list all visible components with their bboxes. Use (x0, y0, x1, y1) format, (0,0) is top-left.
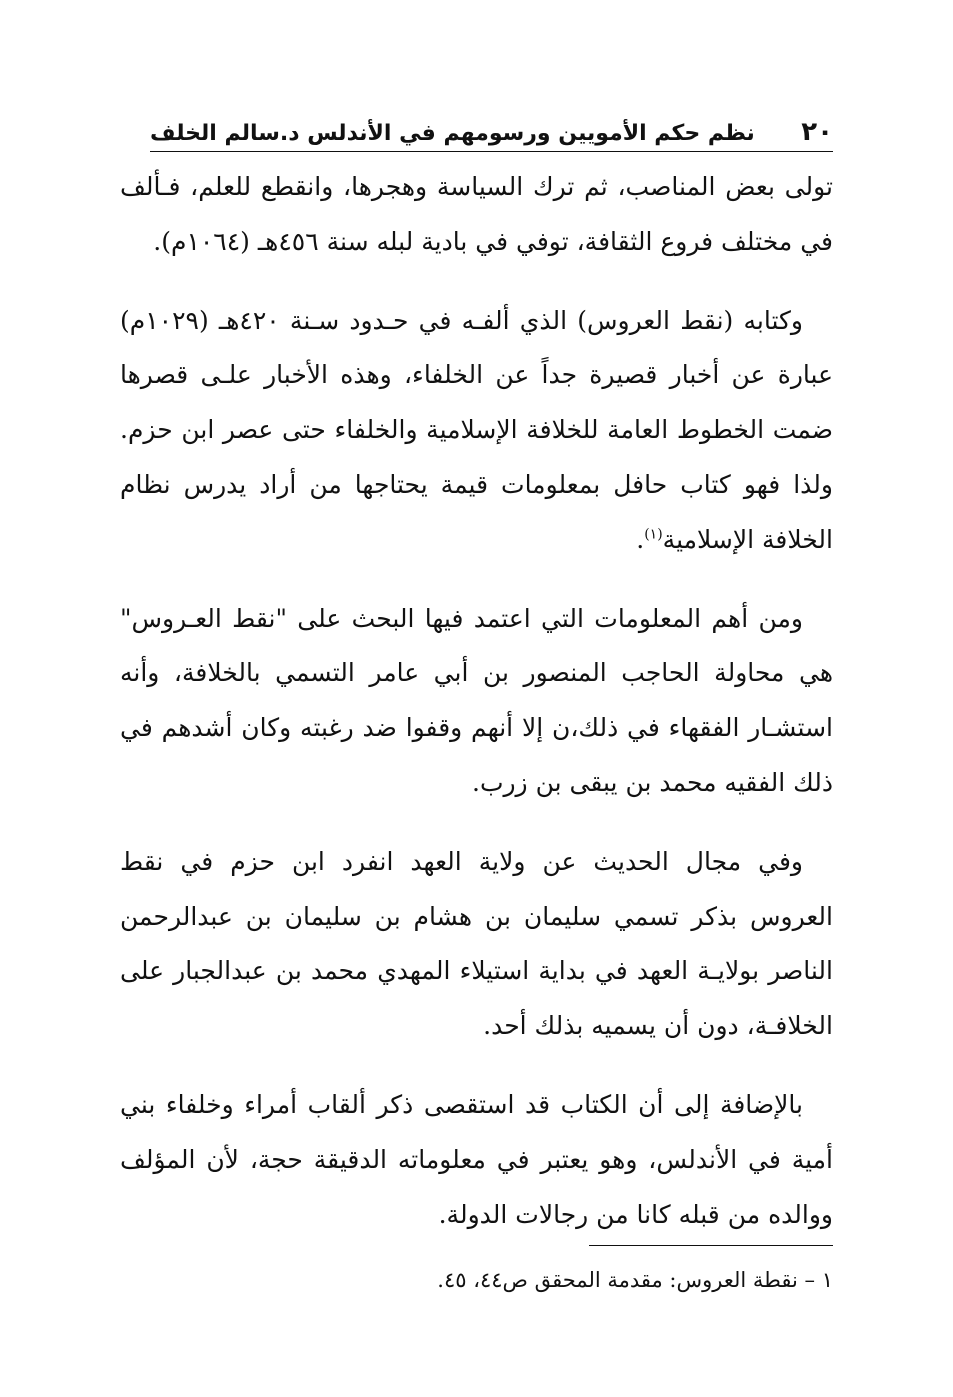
footnote-1: ١ – نقطة العروس: مقدمة المحقق ص٤٤، ٤٥. (437, 1268, 833, 1292)
paragraph-2-text: وكتابه (نقط العروس) الذي ألفـه في حـدود سـنة ٤٢٠هـ (١٠٢٩م) عبارة عن أخبار قصيرة جداً عن الخلفاء، وهذه الأخبار علـى قصرها ضمت الخطوط العامة للخلافة الإسلامية والخلفاء حتى عصر ابن حزم. ولذا فهو كتاب حافل بمعلومات قيمة يحتاجها من أراد يدرس نظام الخلافة الإسلامية (120, 305, 834, 554)
paragraph-4: وفي مجال الحديث عن ولاية العهد انفرد ابن حزم في نقط العروس بذكر تسمي سليمان بن هشام بن سليمان بن عبدالرحمن الناصر بولايـة العهد في بداية استيلاء المهدي محمد بن عبدالجبار على الخلافـة، دون أن يسميه بذلك أحد. (120, 846, 833, 1041)
paragraph-2-end: . (636, 524, 645, 554)
paragraph-5: بالإضافة إلى أن الكتاب قد استقصى ذكر ألقاب أمراء وخلفاء بني أمية في الأندلس، وهو يعتبر في معلوماته الدقيقة حجة، لأن المؤلف ووالده من قبله كانا من رجالات الدولة. (120, 1089, 833, 1229)
header-title: نظم حكم الأمويين ورسومهم في الأندلس د.سالم الخلف (150, 121, 755, 146)
page-number: ٢٠ (801, 117, 833, 147)
paragraph-3: ومن أهم المعلومات التي اعتمد فيها البحث على "نقط العـروس" هي محاولة الحاجب المنصور بن أبي عامر التسمي بالخلافة، وأنه استشـار الفقهاء في ذلك،ن إلا أنهم وقفوا ضد رغبته وكان أشدهم في ذلك الفقيه محمد بن يبقى بن زرب. (120, 603, 833, 797)
paragraph-2 (120, 294, 833, 568)
footnote-separator (589, 1245, 833, 1246)
paragraph-1: تولى بعض المناصب، ثم ترك السياسة وهجرها، وانقطع للعلم، فـألف في مختلف فروع الثقافة، توفي في بادية لبله سنة ٤٥٦هـ (١٠٦٤م). (120, 172, 833, 256)
body-text (120, 160, 833, 1266)
footnote-reference[interactable]: (١) (644, 526, 663, 543)
running-header (150, 112, 833, 152)
